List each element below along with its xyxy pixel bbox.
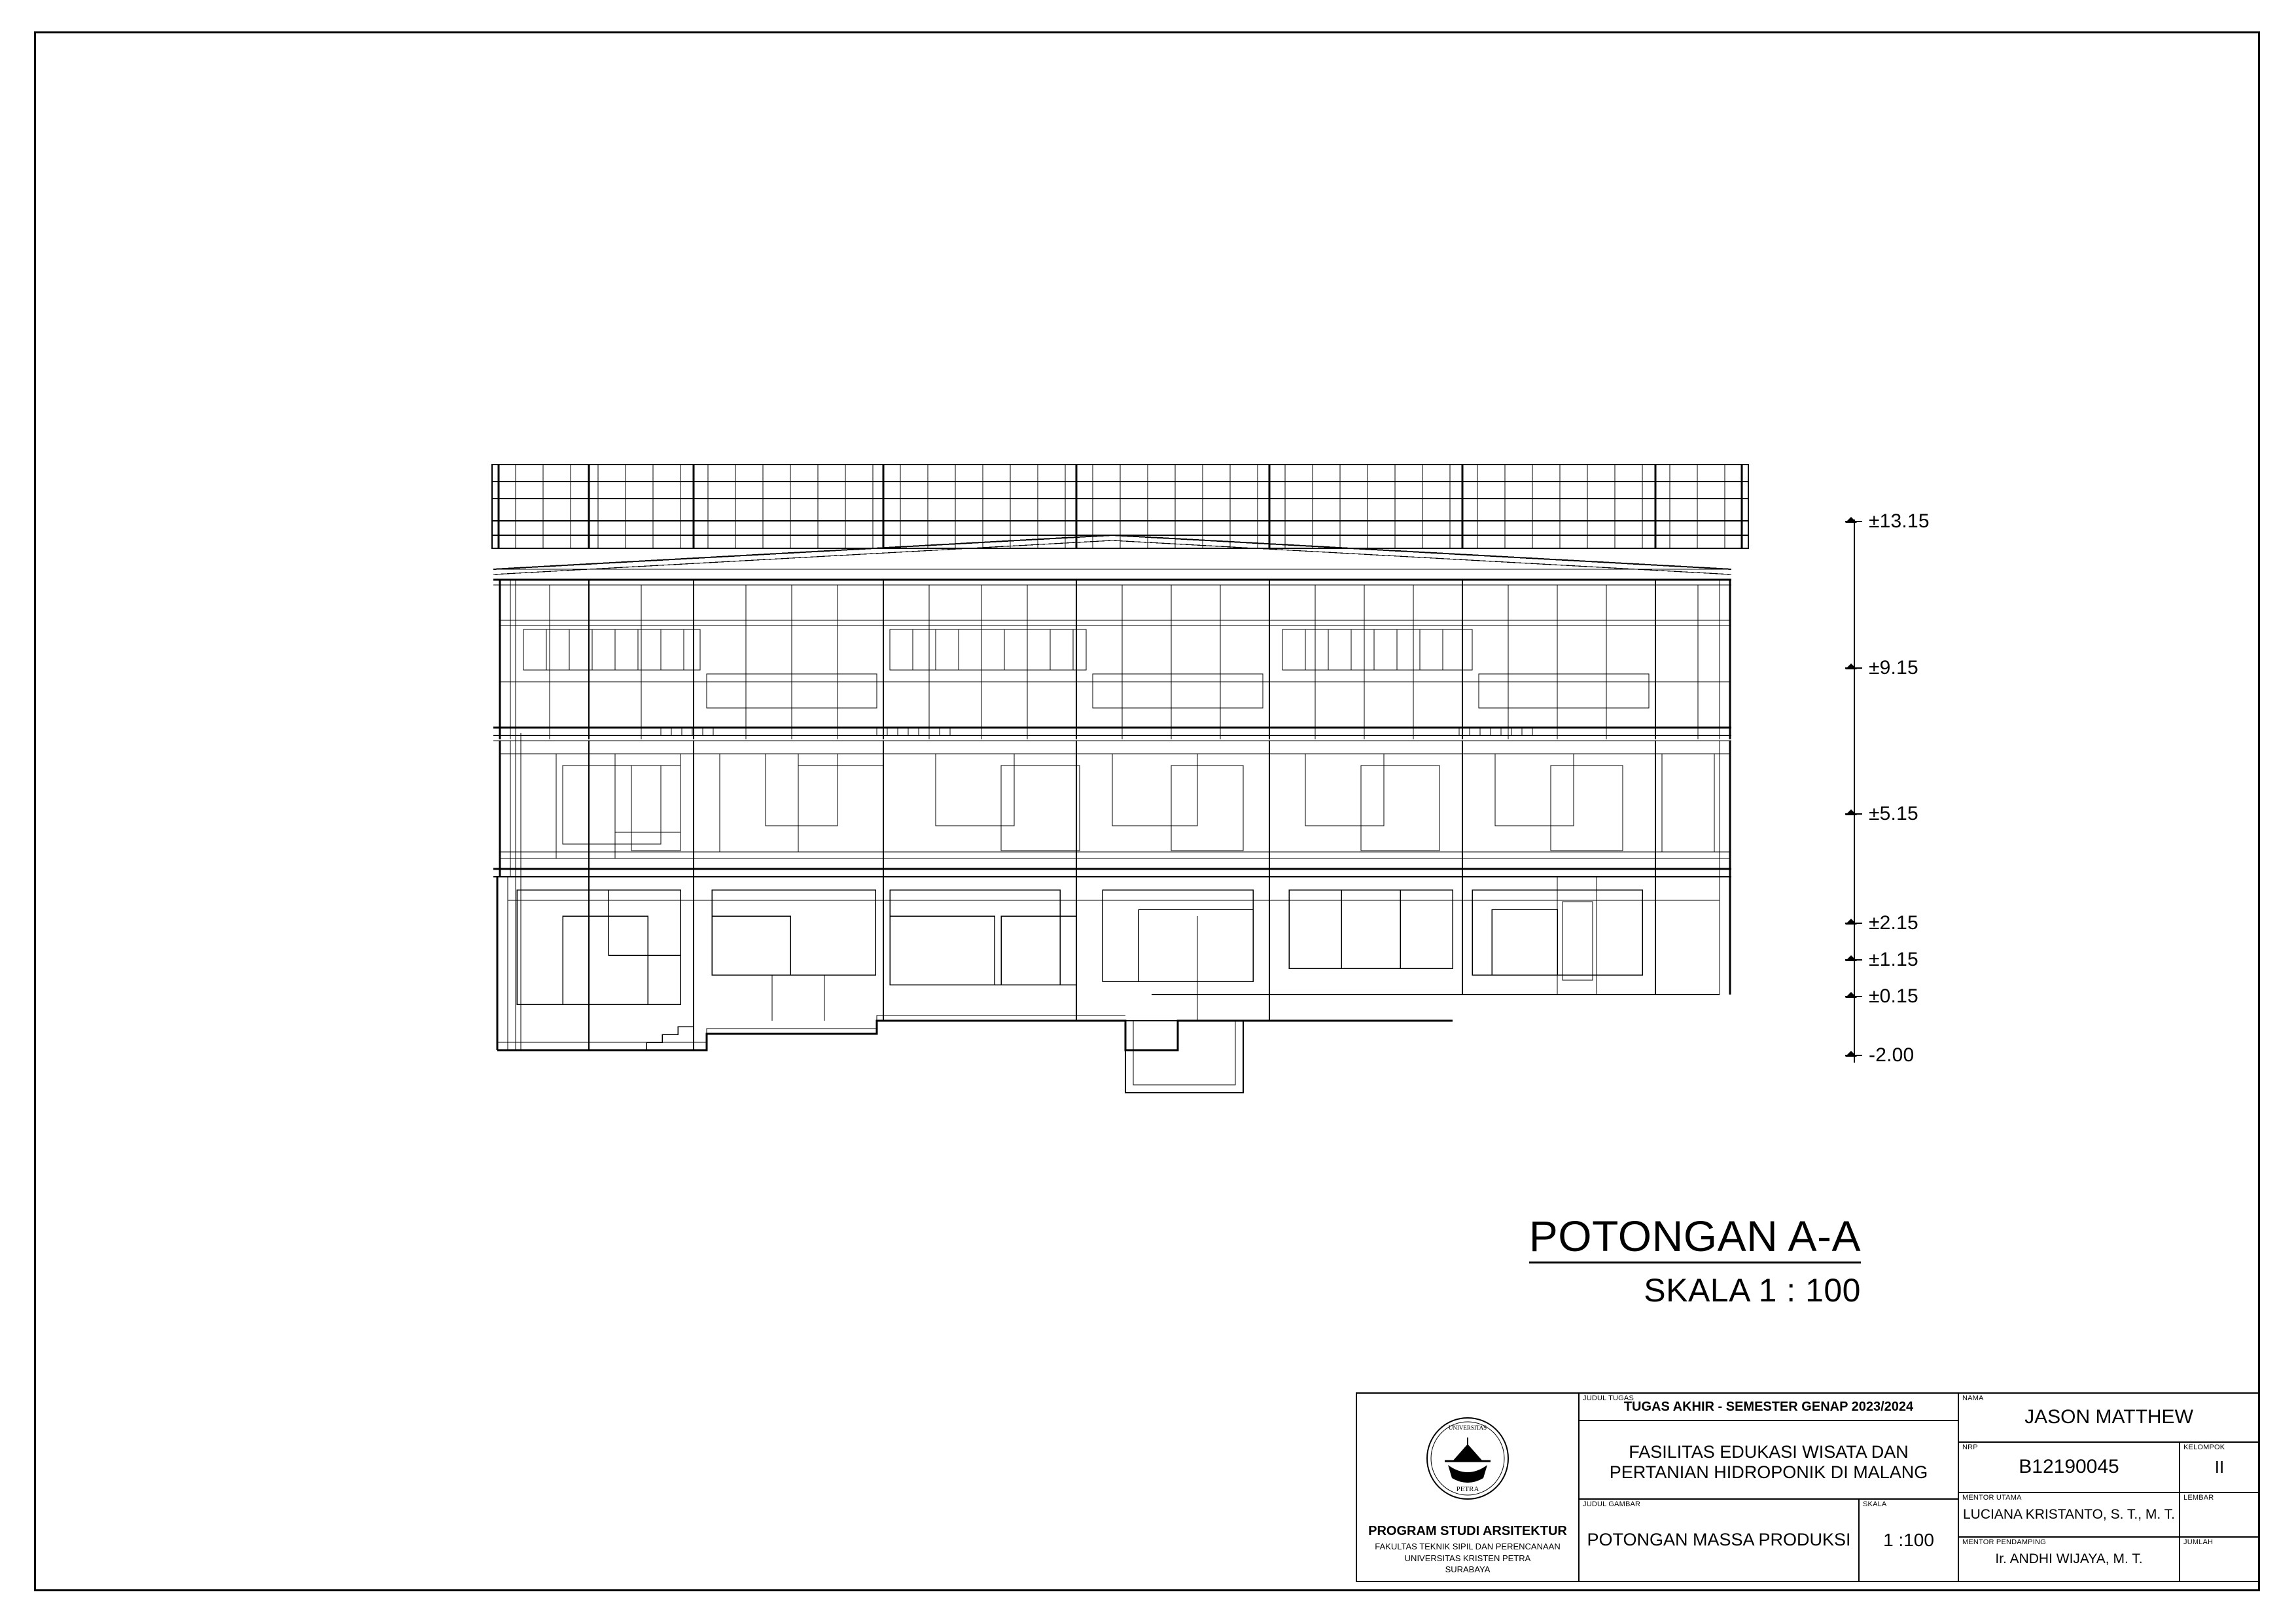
scale-tag: SKALA xyxy=(1863,1500,1887,1508)
page-title: POTONGAN A-A xyxy=(1529,1214,1861,1263)
level-marker xyxy=(1845,949,1918,971)
project-info-block xyxy=(1580,1394,1959,1581)
group-cell xyxy=(2180,1443,2259,1492)
program-name: PROGRAM STUDI ARSITEKTUR xyxy=(1368,1524,1567,1539)
level-marker xyxy=(1845,657,1918,679)
building-section-drawing xyxy=(484,458,1858,1119)
student-info-block xyxy=(1959,1394,2259,1581)
project-title-line-2: PERTANIAN HIDROPONIK DI MALANG xyxy=(1609,1462,1928,1482)
title-block xyxy=(1356,1392,2260,1582)
level-tick-icon xyxy=(1845,521,1862,522)
student-name-value: JASON MATTHEW xyxy=(2024,1406,2193,1428)
drawing-name-value: POTONGAN MASSA PRODUKSI xyxy=(1587,1530,1851,1550)
level-label: ±0.15 xyxy=(1869,985,1918,1007)
level-marker xyxy=(1845,912,1918,934)
main-mentor-value: LUCIANA KRISTANTO, S. T., M. T. xyxy=(1962,1506,2176,1522)
sheet-number-tag: LEMBAR xyxy=(2183,1494,2214,1502)
level-tick-icon xyxy=(1845,959,1862,961)
faculty-name xyxy=(1375,1541,1560,1576)
sheet-total-tag: JUMLAH xyxy=(2183,1538,2214,1546)
level-label: ±1.15 xyxy=(1869,949,1918,970)
level-marker xyxy=(1845,1044,1914,1067)
svg-text:PETRA: PETRA xyxy=(1456,1485,1479,1494)
faculty-line-1: FAKULTAS TEKNIK SIPIL DAN PERENCANAAN xyxy=(1375,1542,1561,1552)
student-id-row xyxy=(1959,1443,2259,1493)
co-mentor-cell xyxy=(1959,1538,2180,1581)
level-axis-line xyxy=(1854,520,1855,1063)
semester-label: TUGAS AKHIR - SEMESTER GENAP 2023/2024 xyxy=(1580,1394,1958,1421)
faculty-line-2: UNIVERSITAS KRISTEN PETRA xyxy=(1404,1553,1531,1563)
level-tick-icon xyxy=(1845,996,1862,997)
drawing-name-tag: JUDUL GAMBAR xyxy=(1583,1500,1641,1508)
level-tick-icon xyxy=(1845,923,1862,924)
institution-block xyxy=(1357,1394,1580,1581)
student-name-cell xyxy=(1959,1394,2259,1443)
level-label: -2.00 xyxy=(1869,1044,1915,1066)
group-tag: KELOMPOK xyxy=(2183,1443,2225,1451)
group-value: II xyxy=(2214,1456,2225,1477)
student-id-cell xyxy=(1959,1443,2180,1492)
drawing-info-row xyxy=(1580,1500,1958,1581)
level-tick-icon xyxy=(1845,813,1862,815)
drawing-name-cell xyxy=(1580,1500,1860,1581)
project-title-tag: JUDUL TUGAS xyxy=(1583,1394,1634,1402)
drawing-scale-label: SKALA 1 : 100 xyxy=(1644,1272,1861,1309)
scale-value: 1 :100 xyxy=(1883,1529,1934,1550)
student-name-tag: NAMA xyxy=(1962,1394,1984,1402)
level-tick-icon xyxy=(1845,1055,1862,1056)
main-mentor-row xyxy=(1959,1493,2259,1538)
svg-text:UNIVERSITAS: UNIVERSITAS xyxy=(1448,1424,1487,1432)
co-mentor-row xyxy=(1959,1538,2259,1581)
sheet-total-cell xyxy=(2180,1538,2259,1581)
level-label: ±13.15 xyxy=(1869,510,1930,532)
co-mentor-tag: MENTOR PENDAMPING xyxy=(1962,1538,2046,1546)
level-label: ±9.15 xyxy=(1869,657,1918,679)
student-id-tag: NRP xyxy=(1962,1443,1978,1451)
project-title-line-1: FASILITAS EDUKASI WISATA DAN xyxy=(1629,1441,1909,1462)
level-marker xyxy=(1845,510,1930,533)
main-mentor-cell xyxy=(1959,1493,2180,1536)
level-label: ±2.15 xyxy=(1869,912,1918,934)
university-logo-icon xyxy=(1357,1394,1578,1523)
sheet-number-cell xyxy=(2180,1493,2259,1536)
drawing-title-block xyxy=(1529,1214,1861,1309)
co-mentor-value: Ir. ANDHI WIJAYA, M. T. xyxy=(1995,1551,2143,1566)
level-marker xyxy=(1845,803,1918,825)
student-id-value: B12190045 xyxy=(2019,1456,2119,1478)
main-mentor-tag: MENTOR UTAMA xyxy=(1962,1494,2022,1502)
level-tick-icon xyxy=(1845,667,1862,669)
level-label: ±5.15 xyxy=(1869,803,1918,824)
faculty-line-3: SURABAYA xyxy=(1445,1564,1491,1575)
scale-cell xyxy=(1860,1500,1958,1581)
level-marker-group xyxy=(1845,510,2041,1112)
level-marker xyxy=(1845,985,1918,1008)
